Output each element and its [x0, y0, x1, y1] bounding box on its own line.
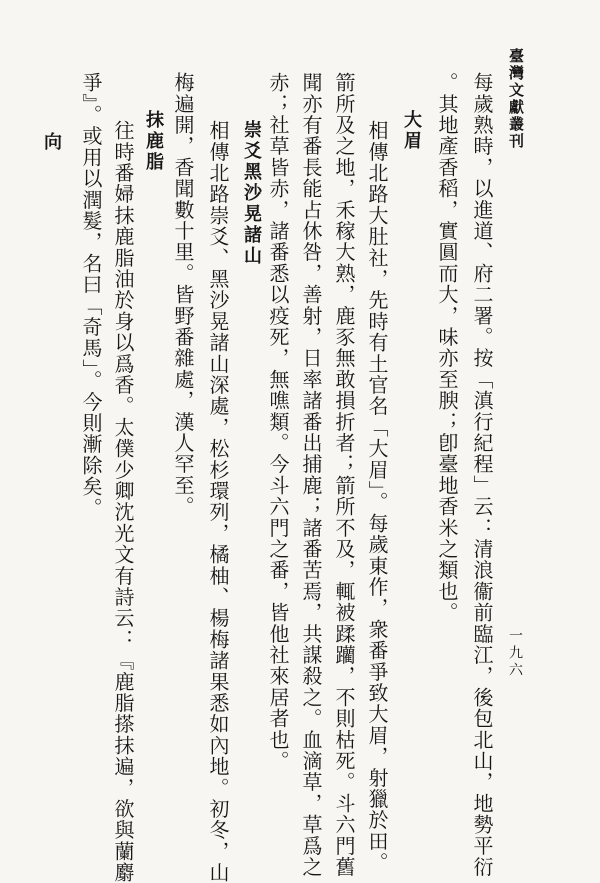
text-column-1: 每歲熟時，以進道、府二署。按「滇行紀程」云：清浪衞前臨江，後包北山，地勢平衍: [470, 72, 494, 878]
text-column-2: 。其地產香稻，實圓而大，味亦至腴；卽臺地香米之類也。: [435, 72, 459, 624]
text-column-9: 往時番婦抹鹿脂油於身以爲香。太僕少卿沈光文有詩云：『鹿脂搽抹遍，欲與蘭麝: [111, 120, 135, 883]
text-column-3: 相傳北路大肚社，先時有土官名「大眉」。每歲東作，衆番爭致大眉，射獵於田。: [365, 120, 389, 874]
text-column-8: 梅遍開，香聞數十里。皆野番雜處，漢人罕至。: [171, 72, 195, 518]
section-heading-chongyao: 崇爻黑沙晃諸山: [241, 120, 262, 267]
catchword-next-page: 向: [41, 132, 62, 152]
text-column-10: 爭』。或用以潤髮，名曰「奇馬」。今則漸除矣。: [79, 72, 103, 519]
book-title-header: 臺灣文獻叢刊: [507, 48, 525, 150]
text-column-5: 聞亦有番長能占休咎，善射，日率諸番出捕鹿；諸番苦焉，共謀殺之。血滴草，草爲之: [299, 72, 323, 878]
text-column-6: 赤；社草皆赤，諸番悉以疫死，無噍類。今斗六門之番，皆他社來居者也。: [266, 72, 290, 772]
page-number: 一九六: [507, 628, 523, 679]
text-column-7: 相傳北路崇爻、黑沙晃諸山深處，松杉環列，橘柚、楊梅諸果悉如內地。初冬，山: [206, 120, 230, 883]
section-heading-dameimei: 大眉: [401, 110, 422, 152]
text-column-4: 箭所及之地，禾稼大熟，鹿豕無敢損折者；箭所不及，輒被蹂躪，不則枯死。斗六門舊: [332, 72, 356, 878]
section-heading-moluzhi: 抹鹿脂: [143, 110, 164, 173]
